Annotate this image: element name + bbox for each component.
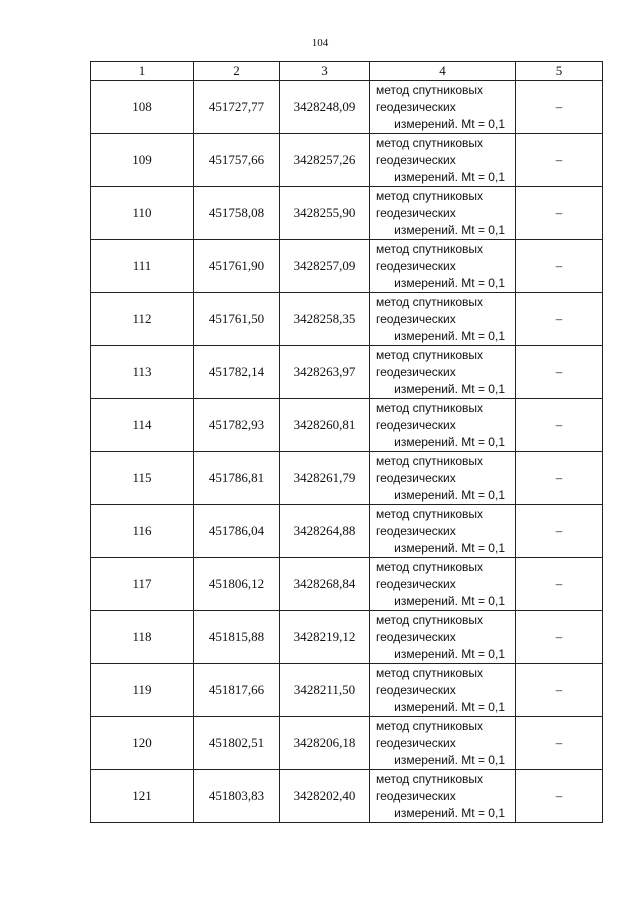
method-cell [370, 717, 516, 770]
table-row [91, 664, 603, 717]
x-coordinate-cell: 451761,90 [194, 240, 280, 293]
method-line: метод спутниковых [376, 771, 484, 786]
point-number-cell: 121 [91, 770, 194, 823]
point-number-cell: 108 [91, 81, 194, 134]
method-line: метод спутниковых [376, 82, 484, 97]
table-row [91, 717, 603, 770]
point-number-cell: 111 [91, 240, 194, 293]
method-cell [370, 187, 516, 240]
note-cell: – [516, 770, 603, 823]
header-cell: 2 [194, 62, 280, 81]
x-coordinate-cell: 451815,88 [194, 611, 280, 664]
table-row [91, 187, 603, 240]
y-coordinate-cell: 3428255,90 [280, 187, 370, 240]
y-coordinate-cell: 3428264,88 [280, 505, 370, 558]
y-coordinate-cell: 3428248,09 [280, 81, 370, 134]
note-cell: – [516, 717, 603, 770]
method-line: геодезических [376, 788, 456, 803]
method-line: метод спутниковых [376, 718, 484, 733]
x-coordinate-cell: 451817,66 [194, 664, 280, 717]
method-line: измерений. Mt = 0,1 [394, 699, 505, 714]
method-cell [370, 558, 516, 611]
method-line: измерений. Mt = 0,1 [394, 275, 505, 290]
note-cell: – [516, 81, 603, 134]
x-coordinate-cell: 451758,08 [194, 187, 280, 240]
method-cell [370, 81, 516, 134]
method-cell [370, 399, 516, 452]
method-line: измерений. Mt = 0,1 [394, 328, 505, 343]
y-coordinate-cell: 3428211,50 [280, 664, 370, 717]
table-row [91, 611, 603, 664]
method-line: геодезических [376, 735, 456, 750]
method-line: геодезических [376, 152, 456, 167]
method-line: измерений. Mt = 0,1 [394, 805, 505, 820]
x-coordinate-cell: 451757,66 [194, 134, 280, 187]
header-cell: 4 [370, 62, 516, 81]
note-cell: – [516, 399, 603, 452]
y-coordinate-cell: 3428202,40 [280, 770, 370, 823]
method-line: измерений. Mt = 0,1 [394, 169, 505, 184]
method-line: измерений. Mt = 0,1 [394, 487, 505, 502]
table-row [91, 81, 603, 134]
y-coordinate-cell: 3428261,79 [280, 452, 370, 505]
table-row [91, 134, 603, 187]
table-row [91, 240, 603, 293]
note-cell: – [516, 664, 603, 717]
coordinates-table [90, 61, 603, 823]
y-coordinate-cell: 3428257,26 [280, 134, 370, 187]
point-number-cell: 116 [91, 505, 194, 558]
header-cell: 5 [516, 62, 603, 81]
method-cell [370, 770, 516, 823]
note-cell: – [516, 452, 603, 505]
y-coordinate-cell: 3428260,81 [280, 399, 370, 452]
note-cell: – [516, 240, 603, 293]
point-number-cell: 117 [91, 558, 194, 611]
method-cell [370, 346, 516, 399]
note-cell: – [516, 293, 603, 346]
x-coordinate-cell: 451786,81 [194, 452, 280, 505]
method-line: измерений. Mt = 0,1 [394, 381, 505, 396]
method-cell [370, 452, 516, 505]
y-coordinate-cell: 3428219,12 [280, 611, 370, 664]
method-line: метод спутниковых [376, 453, 484, 468]
method-line: метод спутниковых [376, 347, 484, 362]
table-body [91, 81, 603, 823]
method-cell [370, 240, 516, 293]
method-cell [370, 664, 516, 717]
method-cell [370, 505, 516, 558]
note-cell: – [516, 505, 603, 558]
point-number-cell: 114 [91, 399, 194, 452]
point-number-cell: 120 [91, 717, 194, 770]
method-line: измерений. Mt = 0,1 [394, 646, 505, 661]
table-row [91, 293, 603, 346]
y-coordinate-cell: 3428257,09 [280, 240, 370, 293]
note-cell: – [516, 134, 603, 187]
method-line: геодезических [376, 523, 456, 538]
note-cell: – [516, 611, 603, 664]
method-line: метод спутниковых [376, 241, 484, 256]
note-cell: – [516, 558, 603, 611]
table-row [91, 558, 603, 611]
table-row [91, 452, 603, 505]
method-line: геодезических [376, 258, 456, 273]
method-line: геодезических [376, 576, 456, 591]
method-line: метод спутниковых [376, 400, 484, 415]
x-coordinate-cell: 451782,93 [194, 399, 280, 452]
method-line: геодезических [376, 364, 456, 379]
table-header-row [91, 62, 603, 81]
x-coordinate-cell: 451806,12 [194, 558, 280, 611]
y-coordinate-cell: 3428268,84 [280, 558, 370, 611]
method-line: геодезических [376, 629, 456, 644]
method-line: метод спутниковых [376, 612, 484, 627]
method-line: метод спутниковых [376, 188, 484, 203]
method-line: геодезических [376, 470, 456, 485]
point-number-cell: 118 [91, 611, 194, 664]
method-line: метод спутниковых [376, 294, 484, 309]
method-line: измерений. Mt = 0,1 [394, 593, 505, 608]
method-cell [370, 611, 516, 664]
method-line: измерений. Mt = 0,1 [394, 540, 505, 555]
point-number-cell: 115 [91, 452, 194, 505]
table-row [91, 399, 603, 452]
table-row [91, 505, 603, 558]
method-line: метод спутниковых [376, 665, 484, 680]
method-line: метод спутниковых [376, 506, 484, 521]
method-line: измерений. Mt = 0,1 [394, 222, 505, 237]
method-cell [370, 293, 516, 346]
y-coordinate-cell: 3428206,18 [280, 717, 370, 770]
method-line: измерений. Mt = 0,1 [394, 434, 505, 449]
method-line: геодезических [376, 682, 456, 697]
method-line: метод спутниковых [376, 135, 484, 150]
page-number: 104 [311, 37, 329, 49]
x-coordinate-cell: 451803,83 [194, 770, 280, 823]
point-number-cell: 112 [91, 293, 194, 346]
table-row [91, 770, 603, 823]
method-line: геодезических [376, 311, 456, 326]
point-number-cell: 119 [91, 664, 194, 717]
x-coordinate-cell: 451802,51 [194, 717, 280, 770]
method-line: геодезических [376, 417, 456, 432]
method-line: геодезических [376, 99, 456, 114]
header-cell: 3 [280, 62, 370, 81]
header-cell: 1 [91, 62, 194, 81]
method-line: измерений. Mt = 0,1 [394, 752, 505, 767]
y-coordinate-cell: 3428258,35 [280, 293, 370, 346]
x-coordinate-cell: 451761,50 [194, 293, 280, 346]
x-coordinate-cell: 451782,14 [194, 346, 280, 399]
method-cell [370, 134, 516, 187]
method-line: измерений. Mt = 0,1 [394, 116, 505, 131]
point-number-cell: 110 [91, 187, 194, 240]
table-row [91, 346, 603, 399]
x-coordinate-cell: 451786,04 [194, 505, 280, 558]
method-line: геодезических [376, 205, 456, 220]
method-line: метод спутниковых [376, 559, 484, 574]
x-coordinate-cell: 451727,77 [194, 81, 280, 134]
point-number-cell: 113 [91, 346, 194, 399]
note-cell: – [516, 187, 603, 240]
y-coordinate-cell: 3428263,97 [280, 346, 370, 399]
note-cell: – [516, 346, 603, 399]
point-number-cell: 109 [91, 134, 194, 187]
